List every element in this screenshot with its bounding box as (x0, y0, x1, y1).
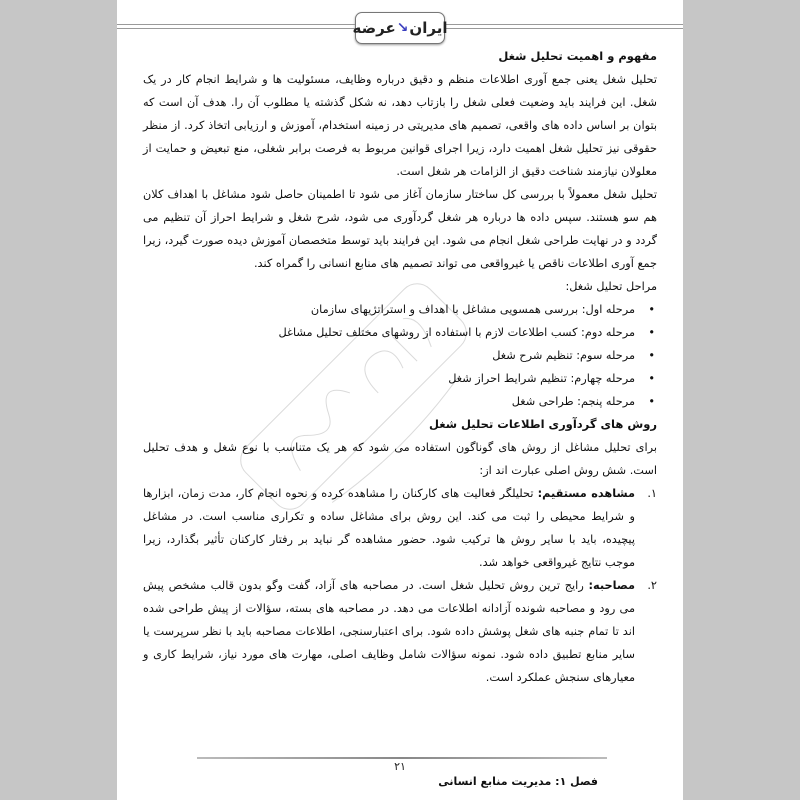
chapter-title: فصل ۱: مدیریت منابع انسانی (438, 775, 598, 788)
section-heading: روش های گردآوری اطلاعات تحلیل شغل (428, 417, 657, 431)
paragraph: برای تحلیل مشاغل از روش های گوناگون استفاده می شود که هر یک متناسب با نوع شغل و هدف تحلیل است. شش روش اصلی عبارت اند از: (143, 441, 657, 477)
list-item: • مرحله سوم: تنظیم شرح شغل (143, 344, 635, 367)
item-term: مصاحبه: (588, 579, 635, 592)
brand-logo (352, 12, 448, 44)
item-number: ۲. (647, 579, 657, 592)
stages-label: مراحل تحلیل شغل: (565, 280, 657, 293)
logo-arrow-icon: ↘ (396, 20, 409, 36)
page-content (143, 45, 657, 689)
logo-text-iran: ایران (409, 19, 448, 37)
footer-rule (197, 757, 607, 759)
item-number: ۱. (647, 487, 657, 500)
list-item (143, 574, 657, 689)
list-item: • مرحله اول: بررسی همسویی مشاغل با اهداف و استراتژیهای سازمان (143, 298, 635, 321)
logo-text-arze: عرضه (352, 19, 396, 37)
paragraph: تحلیل شغل معمولاً با بررسی کل ساختار سازمان آغاز می شود تا اطمینان حاصل شود مشاغل با اهداف کلان هم سو هستند. سپس داده ها درباره هر شغل گردآوری می شود، شرح شغل و شرایط احراز آن تنظیم می گردد و در نهایت طراحی شغل انجام می شود. این فرایند باید توسط متخصصان آموزش دیده صورت گیرد، زیرا جمع آوری اطلاعات ناقص یا غیرواقعی می تواند تصمیم های منابع انسانی را گمراه کند. (143, 188, 657, 270)
list-item: • مرحله دوم: کسب اطلاعات لازم با استفاده از روشهای مختلف تحلیل مشاغل (143, 321, 635, 344)
list-item: • مرحله پنجم: طراحی شغل (143, 390, 635, 413)
item-term: مشاهده مستقیم: (537, 487, 635, 500)
methods-list (143, 482, 657, 689)
page-number: ۲۱ (394, 760, 406, 773)
list-item: • مرحله چهارم: تنظیم شرایط احراز شغل (143, 367, 635, 390)
list-item (143, 482, 657, 574)
section-heading: مفهوم و اهمیت تحلیل شغل (498, 49, 657, 63)
item-text: رایج ترین روش تحلیل شغل است. در مصاحبه های آزاد، گفت وگو بدون قالب مشخص پیش می رود و مصاحبه شونده آزادانه اطلاعات می دهد. در مصاحبه های بسته، سؤالات از پیش طراحی شده اند تا تمام جنبه های شغل پوشش داده شود. برای اعتبارسنجی، اطلاعات مصاحبه باید با نظر سرپرست یا سایر منابع تطبیق داده شود. نمونه سؤالات شامل وظایف اصلی، مهارت های مورد نیاز، شرایط کاری و معیارهای سنجش عملکرد است. (143, 579, 635, 684)
item-text: تحلیلگر فعالیت های کارکنان را مشاهده کرده و نحوه انجام کار، مدت زمان، ابزارها و شرایط محیطی را ثبت می کند. این روش برای مشاغل ساده و تکراری مناسب است. در مشاغل پیچیده، باید با سایر روش ها ترکیب شود. حضور مشاهده گر نباید بر رفتار کارکنان تأثیر بگذارد، زیرا موجب نتایج غیرواقعی خواهد شد. (143, 487, 635, 569)
stages-list (143, 298, 657, 413)
document-page (117, 0, 683, 800)
paragraph: تحلیل شغل یعنی جمع آوری اطلاعات منظم و دقیق درباره وظایف، مسئولیت ها و شرایط انجام کار در یک شغل. این فرایند باید وضعیت فعلی شغل را بازتاب دهد، نه شکل گذشته یا مطلوب آن را. هدف آن است که بتوان بر اساس داده های واقعی، تصمیم های مدیریتی در زمینه استخدام، آموزش و ارزیابی اتخاذ کرد. از منظر حقوقی نیز تحلیل شغل اهمیت دارد، زیرا اجرای قوانین مربوط به فرصت برابر شغلی، منع تبعیض و حمایت از معلولان نیازمند شناخت دقیق از الزامات هر شغل است. (143, 73, 657, 178)
